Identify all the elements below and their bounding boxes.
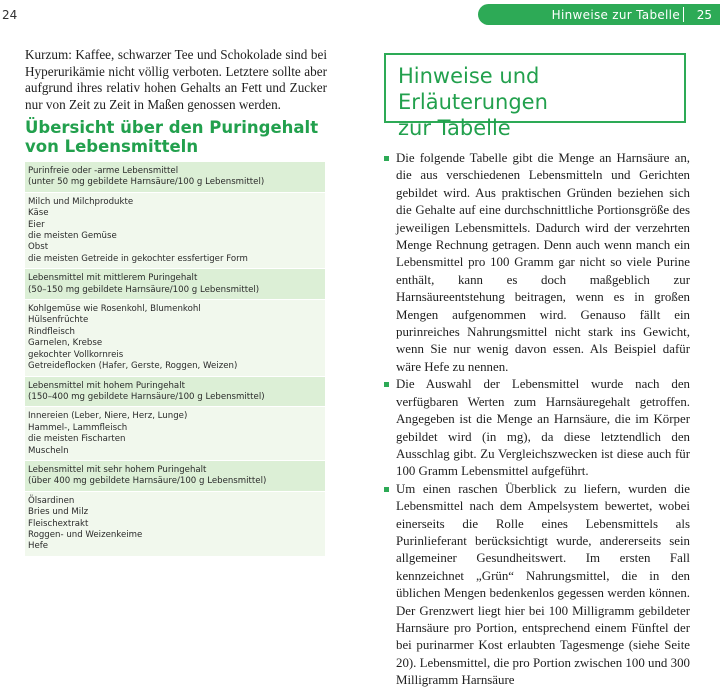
heading-box: [384, 53, 686, 140]
table-category-row: [25, 460, 325, 491]
table-line: gekochter Vollkornreis: [28, 349, 124, 360]
intro-paragraph: Kurzum: Kaffee, schwarzer Tee und Schokolade sind bei Hyperurikämie nicht völlig verboten. Letztere sollte aber aufgrund ihres relativ hohen Gehalts an Fett und Zucker nur von Zeit zu Zeit in Maßen genossen werden.: [25, 47, 327, 112]
header-title: Hinweise zur Tabelle: [551, 8, 680, 22]
table-line: Bries und Milz: [28, 507, 89, 518]
table-foods-row: [25, 406, 325, 460]
table-line: Käse: [28, 208, 49, 219]
purine-table: [25, 162, 325, 556]
section-title: Übersicht über den Puringehalt von Lebensmitteln: [25, 118, 319, 156]
table-category-row: [25, 376, 325, 407]
table-line: die meisten Getreide in gekochter essfertiger Form: [28, 253, 248, 264]
table-line: Hülsenfrüchte: [28, 315, 89, 326]
table-line: Purinfreie oder -arme Lebensmittel: [28, 166, 179, 176]
table-line: Rindfleisch: [28, 326, 75, 337]
list-item: [384, 376, 690, 480]
table-line: Fleischextrakt: [28, 518, 89, 529]
table-line: Milch und Milchprodukte: [28, 196, 134, 207]
table-line: Kohlgemüse wie Rosenkohl, Blumenkohl: [28, 304, 201, 315]
running-header: [478, 4, 720, 25]
bullet-square-icon: [384, 156, 389, 161]
table-line: Getreideflocken (Hafer, Gerste, Roggen, Weizen): [28, 361, 238, 372]
table-foods-row: [25, 299, 325, 375]
table-line: Eier: [28, 219, 45, 230]
table-foods-row: [25, 192, 325, 268]
bullet-list: [384, 150, 690, 690]
bullet-square-icon: [384, 487, 389, 492]
page-number-left: 24: [2, 8, 18, 22]
list-item: [384, 150, 690, 376]
table-line: (über 400 mg gebildete Harnsäure/100 g Lebensmittel): [28, 476, 267, 487]
table-line: Garnelen, Krebse: [28, 338, 103, 349]
table-line: Hefe: [28, 541, 49, 552]
box-title-line-1: Hinweise und Erläuterungen: [398, 64, 548, 114]
bullet-text: Um einen raschen Überblick zu liefern, wurden die Lebensmittel nach dem Ampelsystem bewertet, wobei einerseits die Rolle eines Lebensmittels als Purinlieferant berücksichtigt wurde, andererseits sein allgemeiner Gesundheitswert. Im ersten Fall kennzeichnet „Grün“ Nahrungsmittel, die in den üblichen Mengen bedenkenlos gegessen werden können. Der Grenzwert liegt hier bei 100 Milligramm gebildeter Harnsäure pro Portion, entsprechend einem Fünftel der bei purinarmer Kost erlaubten Tagesmenge (siehe Seite 20). Lebensmittel, die pro Portion zwischen 100 und 300 Milligramm Harnsäure: [396, 481, 690, 688]
page-number-right: 25: [696, 8, 712, 22]
list-item: [384, 481, 690, 690]
table-line: die meisten Gemüse: [28, 231, 117, 242]
box-title: [398, 63, 684, 141]
table-line: Hammel-, Lammfleisch: [28, 422, 128, 433]
header-divider: [683, 7, 684, 22]
table-line: (50–150 mg gebildete Harnsäure/100 g Lebensmittel): [28, 284, 260, 295]
table-line: (150–400 mg gebildete Harnsäure/100 g Lebensmittel): [28, 391, 265, 402]
table-line: Lebensmittel mit hohem Puringehalt: [28, 380, 185, 391]
table-line: Lebensmittel mit sehr hohem Puringehalt: [28, 464, 207, 475]
bullet-text: Die Auswahl der Lebensmittel wurde nach den verfügbaren Werten zum Harnsäuregehalt getroffen. Angegeben ist die Menge an Harnsäure, die im Körper gebildet wird (in mg), da diese letztendlich den Ausschlag gibt. Zu Vergleichszwecken ist diese auch für 100 Gramm Lebensmittel aufgeführt.: [396, 377, 690, 479]
bullet-square-icon: [384, 382, 389, 387]
table-foods-row: [25, 491, 325, 556]
table-line: Innereien (Leber, Niere, Herz, Lunge): [28, 411, 188, 422]
box-title-line-2: zur Tabelle: [398, 116, 511, 140]
table-line: Lebensmittel mit mittlerem Puringehalt: [28, 273, 198, 284]
table-line: Ölsardinen: [28, 495, 75, 506]
table-line: Roggen- und Weizenkeime: [28, 529, 143, 540]
table-line: die meisten Fischarten: [28, 434, 126, 445]
table-category-row: [25, 162, 325, 192]
table-category-row: [25, 268, 325, 299]
table-line: Muscheln: [28, 445, 69, 456]
table-line: (unter 50 mg gebildete Harnsäure/100 g Lebensmittel): [28, 177, 265, 188]
table-line: Obst: [28, 242, 49, 253]
bullet-text: Die folgende Tabelle gibt die Menge an Harnsäure an, die aus verschiedenen Lebensmitteln und Gerichten gebildet wird. Aus praktischen Gründen beziehen sich die Gehalte auf eine durchschnittliche Portionsgröße des jeweiligen Lebensmittels. Dadurch wird der verzehrten Menge Rechnung getragen. Denn auch wenn manch ein Lebensmittel pro 100 Gramm gar nicht so viele Purine enthält, kann es doch maßgeblich zur Harnsäureentstehung beitragen, wenn es in großen Mengen aufgenommen wird. Genauso fällt ein purinreiches Nahrungsmittel nicht stark ins Gewicht, wenn Sie nur wenig davon essen. Als Beispiel dafür wäre Hefe zu nennen.: [396, 151, 690, 374]
